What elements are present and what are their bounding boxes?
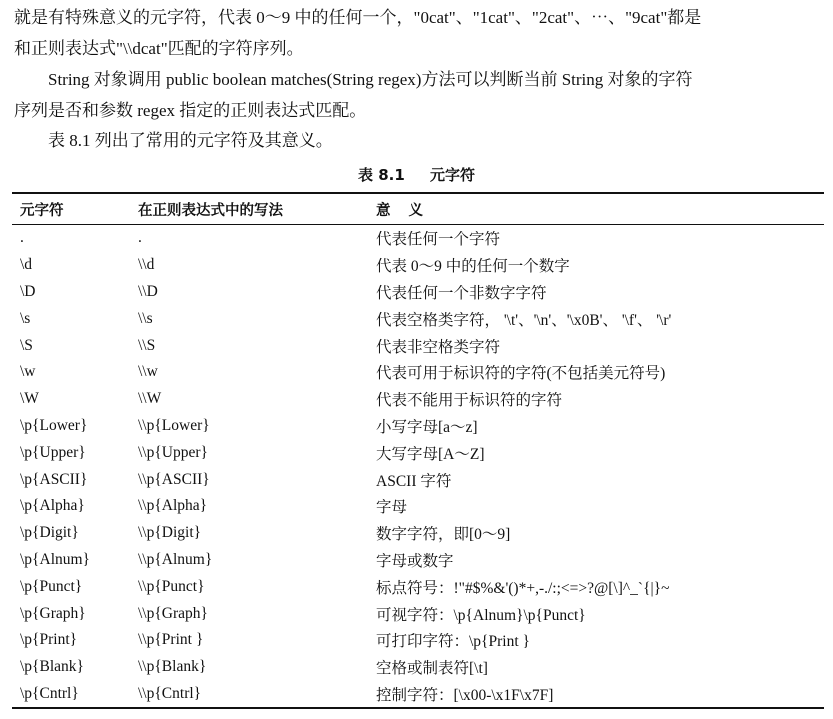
cell-regex-form: \\S — [138, 336, 156, 354]
table-row — [12, 332, 824, 359]
cell-meaning: 代表空格类字符， '\t'、'\n'、'\x0B'、 '\f'、 '\r' — [376, 311, 672, 329]
paragraph-3 — [14, 125, 826, 156]
cell-metachar: \p{Digit} — [20, 524, 79, 542]
cell-metachar: \p{Print} — [20, 631, 78, 649]
paragraph-1 — [14, 2, 826, 64]
table-header-row — [12, 193, 824, 225]
table-row — [12, 466, 824, 493]
table-row — [12, 681, 824, 709]
cell-meaning: 代表任何一个非数字字符 — [376, 284, 547, 302]
cell-meaning: 控制字符：[\x00-\x1F\x7F] — [376, 686, 554, 704]
table-body — [12, 225, 824, 709]
cell-meaning: 代表可用于标识符的字符(不包括美元符号) — [376, 365, 666, 383]
cell-meaning: 代表任何一个字符 — [376, 231, 501, 249]
cell-regex-form: \\p{Cntrl} — [138, 684, 202, 702]
cell-metachar: \W — [20, 390, 39, 408]
cell-regex-form: \\p{Lower} — [138, 416, 210, 434]
table-row — [12, 520, 824, 547]
cell-metachar: \p{Punct} — [20, 577, 83, 595]
paragraph-line: 就是有特殊意义的元字符，代表 0～9 中的任何一个，"0cat"、"1cat"、"2cat"、⋯、"9cat"都是 — [14, 8, 702, 27]
cell-meaning: 字母 — [376, 499, 408, 517]
cell-metachar: \d — [20, 256, 33, 274]
table-row — [12, 413, 824, 440]
cell-meaning: 大写字母[A～Z] — [376, 445, 485, 463]
cell-metachar: \p{Cntrl} — [20, 684, 79, 702]
metacharacter-table — [12, 192, 824, 709]
cell-meaning: 可打印字符：\p{Print } — [376, 633, 530, 651]
cell-meaning: 可视字符：\p{Alnum}\p{Punct} — [376, 606, 586, 624]
table-row — [12, 600, 824, 627]
cell-metachar: \p{Blank} — [20, 658, 84, 676]
table-row — [12, 359, 824, 386]
paragraph-line: 表 8.1 列出了常用的元字符及其意义。 — [48, 131, 333, 150]
cell-regex-form: \\p{Upper} — [138, 443, 208, 461]
table-row — [12, 225, 824, 252]
cell-meaning: 代表 0～9 中的任何一个数字 — [376, 258, 570, 276]
cell-metachar: \p{Alpha} — [20, 497, 85, 515]
cell-regex-form: \\p{Graph} — [138, 604, 208, 622]
cell-regex-form: \\p{ASCII} — [138, 470, 210, 488]
paragraph-line: 和正则表达式"\\dcat"匹配的字符序列。 — [14, 39, 304, 58]
cell-meaning: 数字字符，即[0～9] — [376, 526, 511, 544]
table-row — [12, 279, 824, 306]
cell-meaning: 小写字母[a～z] — [376, 418, 478, 436]
cell-meaning: 空格或制表符[\t] — [376, 660, 488, 678]
cell-regex-form: . — [138, 229, 142, 247]
paragraph-2 — [14, 64, 826, 126]
cell-meaning: 字母或数字 — [376, 552, 454, 570]
paragraph-line: String 对象调用 public boolean matches(String regex)方法可以判断当前 String 对象的字符 — [48, 70, 693, 89]
cell-regex-form: \\w — [138, 363, 158, 381]
paragraph-line: 序列是否和参数 regex 指定的正则表达式匹配。 — [14, 101, 367, 120]
cell-metachar: \s — [20, 309, 31, 327]
column-header-metachar: 元字符 — [20, 202, 64, 219]
table-row — [12, 386, 824, 413]
cell-metachar: \p{Upper} — [20, 443, 86, 461]
table-caption — [0, 164, 833, 186]
column-header-meaning: 意义 — [376, 202, 441, 219]
cell-metachar: \p{Lower} — [20, 416, 88, 434]
cell-regex-form: \\p{Alpha} — [138, 497, 208, 515]
cell-meaning: 标点符号：!"#$%&'()*+,-./:;<=>?@[\]^_`{|}~ — [376, 579, 670, 597]
table-caption-title: 元字符 — [430, 166, 476, 184]
cell-regex-form: \\p{Digit} — [138, 524, 202, 542]
table-row — [12, 493, 824, 520]
table-row — [12, 252, 824, 279]
column-header-regex-form: 在正则表达式中的写法 — [138, 202, 283, 219]
cell-regex-form: \\d — [138, 256, 155, 274]
cell-meaning: ASCII 字符 — [376, 472, 452, 490]
cell-metachar: \p{Alnum} — [20, 550, 90, 568]
table-row — [12, 654, 824, 681]
cell-metachar: \p{Graph} — [20, 604, 86, 622]
table-row — [12, 627, 824, 654]
cell-meaning: 代表不能用于标识符的字符 — [376, 392, 563, 410]
table-caption-number: 表 8.1 — [357, 166, 405, 184]
cell-metachar: \p{ASCII} — [20, 470, 88, 488]
cell-meaning: 代表非空格类字符 — [376, 338, 501, 356]
cell-metachar: . — [20, 229, 24, 247]
cell-metachar: \D — [20, 282, 36, 300]
cell-regex-form: \\W — [138, 390, 162, 408]
cell-metachar: \S — [20, 336, 33, 354]
cell-regex-form: \\p{Blank} — [138, 658, 207, 676]
cell-regex-form: \\p{Alnum} — [138, 550, 213, 568]
table-row — [12, 547, 824, 574]
cell-regex-form: \\D — [138, 282, 158, 300]
cell-metachar: \w — [20, 363, 36, 381]
cell-regex-form: \\p{Print } — [138, 631, 204, 649]
table-row — [12, 305, 824, 332]
cell-regex-form: \\p{Punct} — [138, 577, 205, 595]
table-row — [12, 439, 824, 466]
cell-regex-form: \\s — [138, 309, 153, 327]
table-row — [12, 573, 824, 600]
